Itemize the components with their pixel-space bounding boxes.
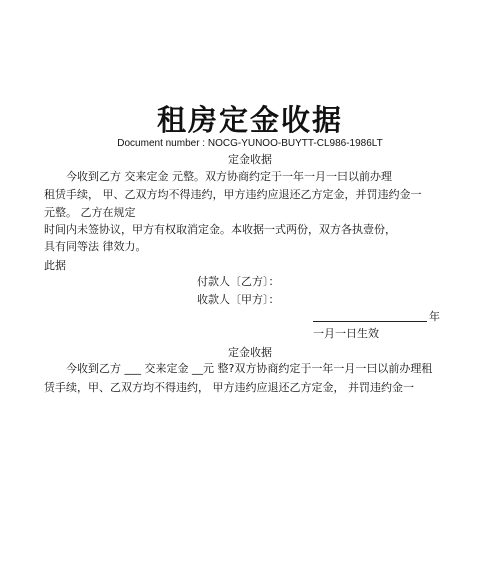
date-blank-line (313, 321, 427, 322)
section1-line-6: 此据 (44, 259, 66, 272)
section1-heading: 定金收据 (228, 153, 272, 166)
section1-line-4: 时间内未签协议，甲方有权取消定金。本收据一式两份，双方各执壹份， (44, 223, 396, 236)
section1-line-5: 具有同等法 律效力。 (44, 240, 147, 253)
section2-line-2: 赁手续，甲、乙双方均不得违约， 甲方违约应退还乙方定金， 并罚违约金一 (44, 381, 414, 394)
section2-line-1: 今收到乙方 ___ 交来定金 __元 整?双方协商约定于一年一月一曰以前办理租 (66, 362, 433, 375)
payer-label: 付款人〔乙方〕： (197, 275, 280, 288)
section2-heading: 定金收据 (228, 346, 272, 359)
section1-line-3: 元整。 乙方在规定 (44, 206, 136, 219)
payee-label: 收款人〔甲方〕： (197, 293, 280, 306)
date-line: 一月一日生效 (313, 327, 379, 340)
date-year-suffix: 年 (429, 310, 440, 323)
section1-line-1: 今收到乙方 交来定金 元整。双方协商约定于一年一月一曰以前办理 (66, 170, 392, 183)
document-number: Document number : NOCG-YUNOO-BUYTT-CL986-1986LT (117, 138, 383, 149)
section1-line-2: 租赁手续， 甲、乙双方均不得违约，甲方违约应退还乙方定金，并罚违约金一 (44, 188, 422, 201)
receipt-title: 租房定金收据 (156, 103, 343, 137)
